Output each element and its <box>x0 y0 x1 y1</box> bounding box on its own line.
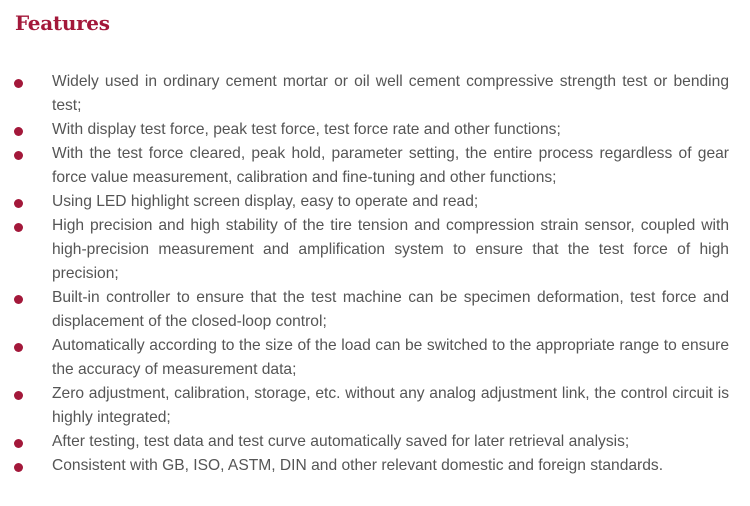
feature-text: Automatically according to the size of the load can be switched to the appropriate range to ensure the accuracy of measurement data; <box>52 337 729 378</box>
bullet-icon <box>14 127 23 136</box>
section-title: Features <box>15 11 110 35</box>
feature-text: Using LED highlight screen display, easy to operate and read; <box>52 193 479 210</box>
feature-text: Zero adjustment, calibration, storage, etc. without any analog adjustment link, the control circuit is highly integrated; <box>52 385 729 426</box>
feature-item <box>0 286 750 334</box>
feature-text: Built-in controller to ensure that the test machine can be specimen deformation, test force and displacement of the closed-loop control; <box>52 289 729 330</box>
bullet-icon <box>14 295 23 304</box>
feature-text: With the test force cleared, peak hold, parameter setting, the entire process regardless of gear force value measurement, calibration and fine-tuning and other functions; <box>52 145 729 186</box>
feature-item <box>0 334 750 382</box>
bullet-icon <box>14 463 23 472</box>
bullet-icon <box>14 199 23 208</box>
bullet-icon <box>14 391 23 400</box>
feature-text: High precision and high stability of the tire tension and compression strain sensor, coupled with high-precision measurement and amplification system to ensure that the test force of high precision; <box>52 217 729 282</box>
feature-item <box>0 454 750 478</box>
feature-item <box>0 190 750 214</box>
feature-text: Consistent with GB, ISO, ASTM, DIN and other relevant domestic and foreign standards. <box>52 457 664 474</box>
bullet-icon <box>14 151 23 160</box>
feature-item <box>0 142 750 190</box>
bullet-icon <box>14 79 23 88</box>
bullet-icon <box>14 439 23 448</box>
feature-text: Widely used in ordinary cement mortar or oil well cement compressive strength test or bending test; <box>52 73 729 114</box>
feature-item <box>0 214 750 286</box>
feature-list <box>0 70 750 478</box>
bullet-icon <box>14 343 23 352</box>
feature-text: After testing, test data and test curve automatically saved for later retrieval analysis; <box>52 433 630 450</box>
feature-item <box>0 382 750 430</box>
feature-item <box>0 70 750 118</box>
feature-item <box>0 118 750 142</box>
feature-item <box>0 430 750 454</box>
feature-text: With display test force, peak test force, test force rate and other functions; <box>52 121 561 138</box>
bullet-icon <box>14 223 23 232</box>
